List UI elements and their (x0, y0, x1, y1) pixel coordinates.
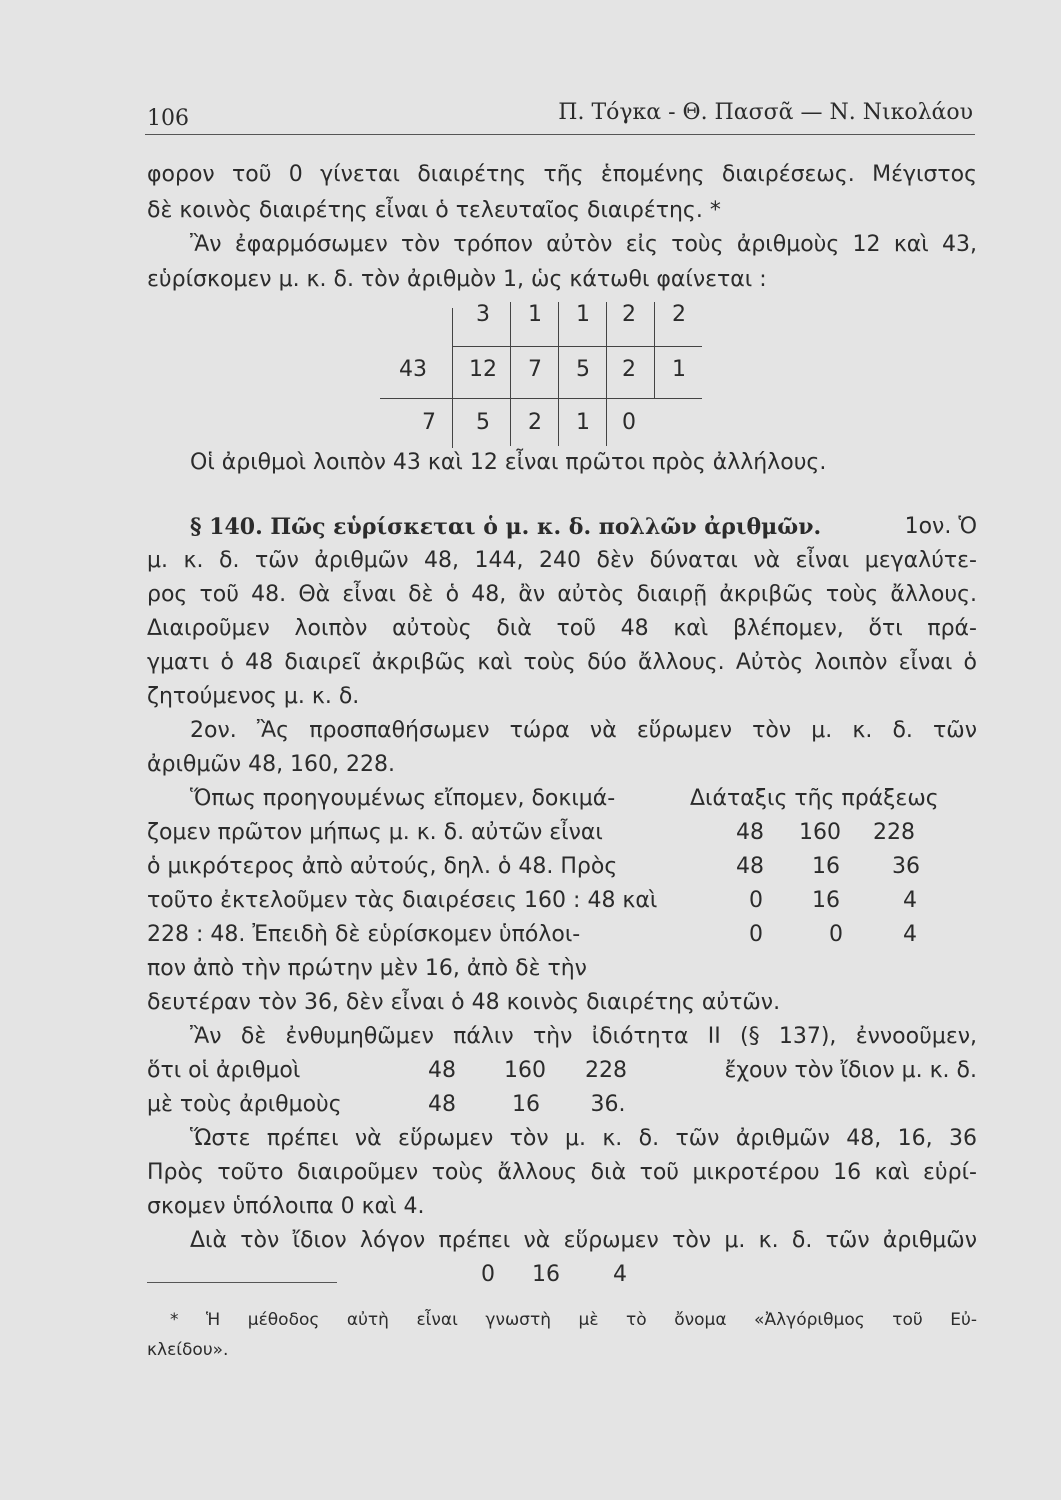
operation-cell: 228 (873, 820, 915, 845)
number: 36. (590, 1092, 626, 1117)
dividend-left: 43 (399, 357, 427, 382)
divisor: 1 (672, 357, 686, 382)
footnote-line: * Ἡ μέθοδος αὐτὴ εἶναι γνωστὴ μὲ τὸ ὄνομα «Ἀλγόριθμος τοῦ Εὐ- (170, 1310, 977, 1330)
text-line: 228 : 48. Ἐπειδὴ δὲ εὑρίσκομεν ὑπόλοι- (147, 922, 581, 947)
text-line: ζητούμενος μ. κ. δ. (147, 684, 360, 709)
operation-cell: 0 (829, 922, 843, 947)
operation-cell: 16 (812, 854, 840, 879)
footnote-rule (147, 1282, 337, 1283)
text-line: Ἂν ἐφαρμόσωμεν τὸν τρόπον αὐτὸν εἰς τοὺς ἀριθμοὺς 12 καὶ 43, (190, 232, 977, 257)
remainder: 2 (528, 410, 542, 435)
operation-cell: 48 (736, 854, 764, 879)
table-divider (558, 302, 559, 446)
text-line: Ὅπως προηγουμένως εἴπομεν, δοκιμά- (190, 786, 616, 811)
table-rule (452, 346, 702, 347)
section-heading: § 140. Πῶς εὑρίσκεται ὁ μ. κ. δ. πολλῶν ἀριθμῶν. (190, 514, 822, 540)
table-divider (606, 302, 607, 446)
divisor: 5 (576, 357, 590, 382)
section-heading-line (190, 512, 977, 543)
number: 160 (504, 1058, 546, 1083)
number: 48 (428, 1092, 456, 1117)
text-line: Διὰ τὸν ἴδιον λόγον πρέπει νὰ εὕρωμεν τὸν μ. κ. δ. τῶν ἀριθμῶν (190, 1228, 977, 1253)
text-line: ὁ μικρότερος ἀπὸ αὐτούς, δηλ. ὁ 48. Πρὸς (147, 854, 618, 879)
quotient: 2 (622, 302, 636, 327)
text-line: Πρὸς τοῦτο διαιροῦμεν τοὺς ἄλλους διὰ τοῦ μικροτέρου 16 καὶ εὑρί- (147, 1160, 977, 1185)
row-tail: ἔχουν τὸν ἴδιον μ. κ. δ. (724, 1058, 977, 1083)
remainder-left: 7 (422, 410, 436, 435)
number: 48 (428, 1058, 456, 1083)
section-heading-tail: 1ον. Ὁ (904, 514, 977, 539)
text-line: φορον τοῦ 0 γίνεται διαιρέτης τῆς ἑπομένης διαιρέσεως. Μέγιστος (147, 162, 977, 187)
divisor: 7 (528, 357, 542, 382)
text-line: Ἂν δὲ ἐνθυμηθῶμεν πάλιν τὴν ἰδιότητα ΙΙ (§ 137), ἐννοοῦμεν, (190, 1024, 977, 1049)
operation-cell: 48 (736, 820, 764, 845)
euclid-table (380, 300, 720, 450)
text-line: ρος τοῦ 48. Θὰ εἶναι δὲ ὁ 48, ἂν αὐτὸς διαιρῇ ἀκριβῶς τοὺς ἄλλους. (147, 582, 977, 607)
running-header: Π. Τόγκα - Θ. Πασσᾶ — Ν. Νικολάου (558, 100, 973, 125)
table-divider (452, 308, 453, 448)
text-line: πον ἀπὸ τὴν πρώτην μὲν 16, ἀπὸ δὲ τὴν (147, 956, 587, 981)
remainder: 1 (576, 410, 590, 435)
table-divider (510, 302, 511, 446)
row-label: μὲ τοὺς ἀριθμοὺς (147, 1092, 342, 1117)
number: 228 (585, 1058, 627, 1083)
operation-title: Διάταξις τῆς πράξεως (690, 786, 939, 811)
text-line: μ. κ. δ. τῶν ἀριθμῶν 48, 144, 240 δὲν δύναται νὰ εἶναι μεγαλύτε- (147, 548, 977, 573)
quotient: 3 (476, 302, 490, 327)
table-rule (380, 398, 702, 399)
text-line: σκομεν ὑπόλοιπα 0 καὶ 4. (147, 1194, 425, 1219)
text-line: γματι ὁ 48 διαιρεῖ ἀκριβῶς καὶ τοὺς δύο ἄλλους. Αὐτὸς λοιπὸν εἶναι ὁ (147, 650, 977, 675)
remainder: 0 (622, 410, 636, 435)
remainder: 5 (476, 410, 490, 435)
operation-cell: 16 (812, 888, 840, 913)
number: 16 (512, 1092, 540, 1117)
text-line: τοῦτο ἐκτελοῦμεν τὰς διαιρέσεις 160 : 48 καὶ (147, 888, 658, 913)
text-line: δὲ κοινὸς διαιρέτης εἶναι ὁ τελευταῖος διαιρέτης. * (147, 198, 721, 223)
conclusion-line: Οἱ ἀριθμοὶ λοιπὸν 43 καὶ 12 εἶναι πρῶτοι πρὸς ἀλλήλους. (190, 450, 827, 475)
table-divider (654, 302, 655, 398)
header-rule (145, 134, 975, 135)
footnote-line: κλείδου». (147, 1340, 229, 1360)
number: 0 (481, 1262, 495, 1287)
page-number: 106 (147, 106, 189, 131)
text-line: 2ον. Ἂς προσπαθήσωμεν τώρα νὰ εὕρωμεν τὸν μ. κ. δ. τῶν (190, 718, 977, 743)
text-line: Ὥστε πρέπει νὰ εὕρωμεν τὸν μ. κ. δ. τῶν ἀριθμῶν 48, 16, 36 (190, 1126, 977, 1151)
quotient: 2 (672, 302, 686, 327)
quotient: 1 (576, 302, 590, 327)
operation-cell: 160 (799, 820, 841, 845)
divisor: 12 (469, 357, 497, 382)
number: 16 (532, 1262, 560, 1287)
row-label: ὅτι οἱ ἀριθμοὶ (147, 1058, 301, 1083)
operation-cell: 4 (903, 888, 917, 913)
operation-cell: 4 (903, 922, 917, 947)
text-line: ζομεν πρῶτον μήπως μ. κ. δ. αὐτῶν εἶναι (147, 820, 603, 845)
text-line: δευτέραν τὸν 36, δὲν εἶναι ὁ 48 κοινὸς διαιρέτης αὐτῶν. (147, 990, 781, 1015)
operation-cell: 0 (749, 888, 763, 913)
number: 4 (613, 1262, 627, 1287)
text-line: ἀριθμῶν 48, 160, 228. (147, 752, 396, 777)
operation-cell: 36 (892, 854, 920, 879)
text-line: εὑρίσκομεν μ. κ. δ. τὸν ἀριθμὸν 1, ὡς κάτωθι φαίνεται : (147, 267, 767, 292)
divisor: 2 (622, 357, 636, 382)
text-line: Διαιροῦμεν λοιπὸν αὐτοὺς διὰ τοῦ 48 καὶ βλέπομεν, ὅτι πρά- (147, 616, 977, 641)
quotient: 1 (528, 302, 542, 327)
operation-cell: 0 (749, 922, 763, 947)
